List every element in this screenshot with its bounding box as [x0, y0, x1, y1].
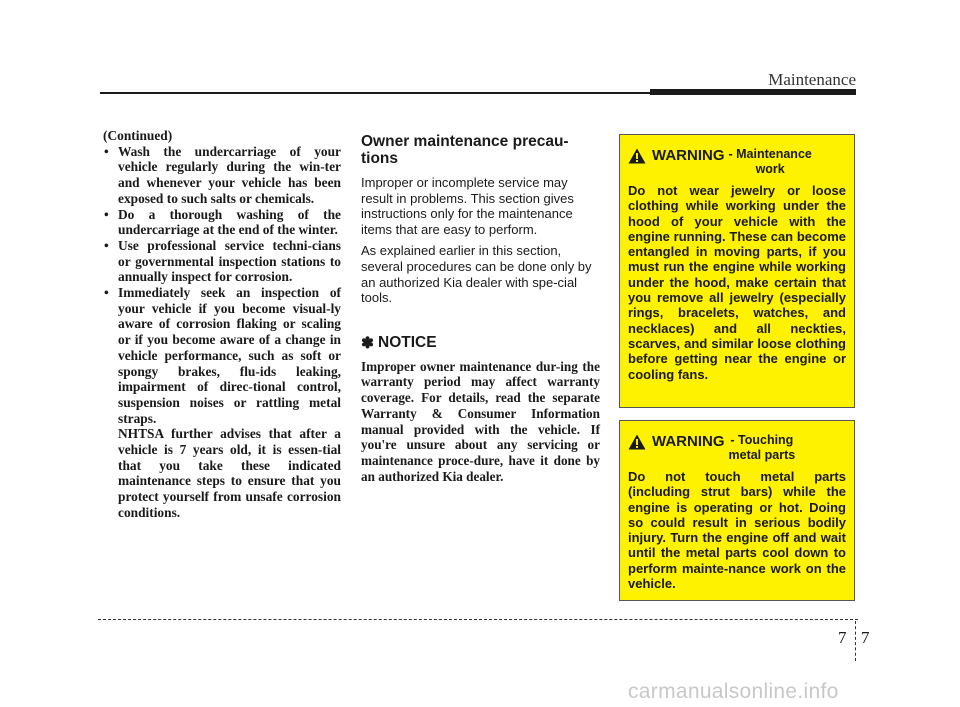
warning-heading: [628, 147, 846, 177]
asterisk-icon: ✽: [361, 334, 374, 352]
bullet-icon: •: [104, 285, 109, 301]
bullet-item: [103, 207, 341, 238]
warning-subtitle-line: metal parts: [728, 448, 796, 462]
bullet-item: [103, 285, 341, 426]
continued-label: (Continued): [103, 128, 173, 143]
notice-heading: [361, 334, 600, 353]
notice-body: Improper owner maintenance dur-ing the warranty period may affect warranty coverage. For details, read the separate Warranty & Consumer Information manual provided with the vehicle. If you're unsure about any servicing or maintenance proce-dure, have it done by an authorized Kia dealer.: [361, 358, 600, 484]
bullet-item: [103, 144, 341, 207]
bullet-icon: •: [104, 143, 109, 159]
watermark: carmanualsonline.info: [628, 680, 839, 703]
page-number-divider: [855, 621, 856, 661]
warning-subtitle-line: - Maintenance: [728, 147, 812, 161]
warning-box-metal-parts: [619, 420, 855, 601]
warning-subtitle-line: work: [755, 162, 785, 176]
warning-triangle-icon: [628, 148, 646, 164]
warning-subtitle: [729, 147, 812, 177]
bullet-text: Wash the undercarriage of your vehicle regularly during the win-ter and whenever your vehicle has been exposed to such salts or chemicals.: [118, 143, 341, 206]
dealer-paragraph: As explained earlier in this section, several procedures can be done only by an authorized Kia dealer with spe-cial tools.: [361, 243, 592, 306]
warning-body: Do not wear jewelry or loose clothing while working under the hood of your vehicle with the engine running. These can become entangled in moving parts, if you must run the engine while working under the hood, make certain that you remove all jewelry (especially rings, bracelets, watches, and necklaces) and all neckties, scarves, and similar loose clothing before getting near the engine or cooling fans.: [628, 183, 846, 382]
header-accent-bar: [650, 89, 856, 95]
footer-rule: [98, 619, 858, 620]
notice-title: NOTICE: [378, 334, 437, 352]
warning-heading: [628, 433, 846, 463]
page-number: 7: [861, 628, 870, 647]
warning-subtitle: [729, 433, 796, 463]
warning-word: WARNING: [652, 147, 725, 164]
section-heading: Owner maintenance precau-tions: [361, 133, 569, 167]
warning-subtitle-line: - Touching: [730, 433, 794, 447]
bullet-text: Immediately seek an inspection of your vehicle if you become visual-ly aware of corrosion flaking or scaling or if you become aware of a change in vehicle performance, such as soft or spongy brakes, flu-ids leaking, impairment of direc-tional control, suspension noises or rattling metal straps.: [118, 285, 341, 426]
header-title: Maintenance: [768, 70, 856, 89]
warning-body: Do not touch metal parts (including strut bars) while the engine is operating or hot. Doing so could result in serious bodily injury. Turn the engine off and wait until the metal parts cool down to perform mainte-nance work on the vehicle.: [628, 469, 846, 592]
section-number: 7: [838, 628, 847, 647]
middle-column: [361, 133, 600, 484]
bullet-icon: •: [104, 206, 109, 222]
warning-box-maintenance: [619, 134, 855, 408]
left-column: [103, 128, 341, 521]
bullet-text: Do a thorough washing of the undercarriage at the end of the winter.: [118, 206, 341, 238]
corrosion-bullet-list: [103, 144, 341, 427]
bullet-icon: •: [104, 237, 109, 253]
warning-triangle-icon: [628, 434, 646, 450]
nhtsa-paragraph: NHTSA further advises that after a vehicle is 7 years old, it is essen-tial that you take these indicated maintenance steps to ensure that you protect yourself from unsafe corrosion conditions.: [118, 426, 341, 520]
intro-paragraph: Improper or incomplete service may result in problems. This section gives instructions only for the maintenance items that are easy to perform.: [361, 175, 574, 237]
warning-word: WARNING: [652, 433, 725, 450]
bullet-item: [103, 238, 341, 285]
bullet-text: Use professional service techni-cians or governmental inspection stations to annually inspect for corrosion.: [118, 237, 341, 285]
